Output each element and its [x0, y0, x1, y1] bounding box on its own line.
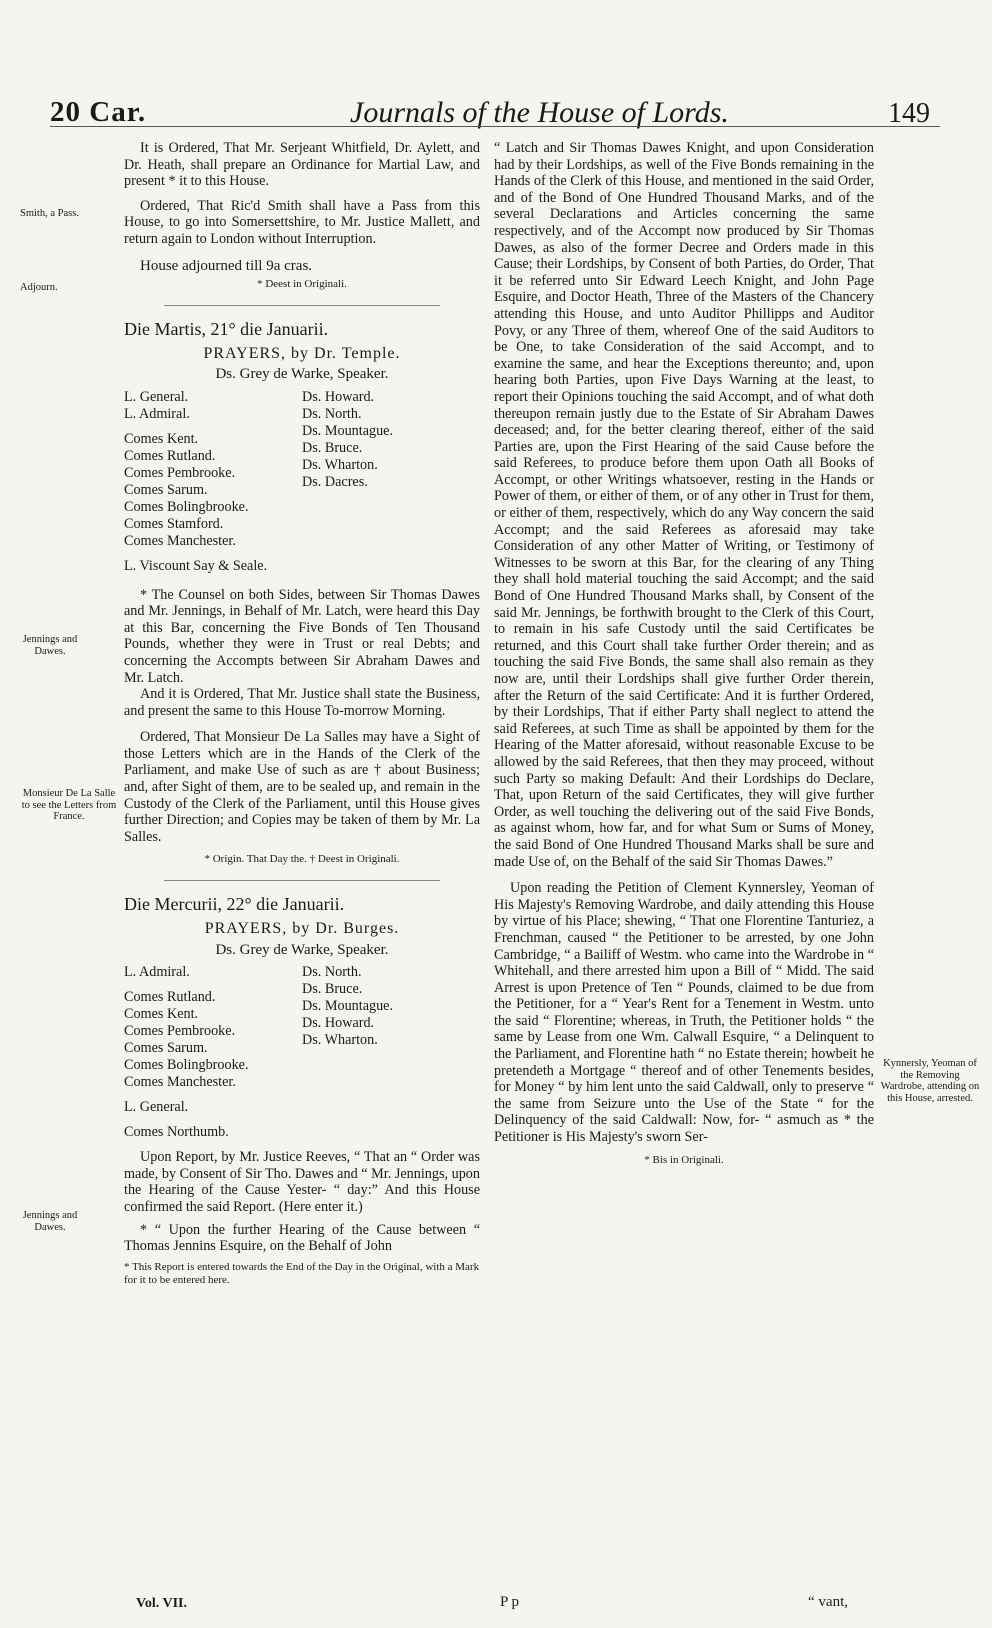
adjournment: House adjourned till 9a cras. — [140, 257, 313, 274]
margin-note-jennings-1: Jennings and Dawes. — [22, 634, 78, 657]
footnote-report: * This Report is entered towards the End of the Day in the Original, with a Mark for it to be entered here. — [124, 1260, 480, 1286]
attendee-name: L. General. — [124, 1099, 189, 1116]
regnal-year: 20 Car. — [50, 96, 147, 128]
report-reeves: Upon Report, by Mr. Justice Reeves, “ That an “ Order was made, by Consent of Sir Tho. Dawes and “ Mr. Jennings, upon the Hearing of the Cause Yester- “ day:” And this House confirmed the said Report. (Here enter it.) — [124, 1149, 480, 1215]
attendee-name: Comes Pembrooke. — [124, 1023, 236, 1040]
margin-note-adjourn: Adjourn. — [20, 282, 58, 293]
signature-mark: P p — [500, 1594, 520, 1610]
attendee-name: Ds. Howard. — [302, 1015, 375, 1032]
margin-note-la-salle: Monsieur De La Salle to see the Letters from France. — [21, 788, 117, 822]
attendee-name: Ds. Dacres. — [302, 473, 368, 490]
page-header — [0, 96, 992, 136]
attendee-name: Ds. Howard. — [302, 388, 375, 405]
kynnersley-petition: Upon reading the Petition of Clement Kynnersley, Yeoman of His Majesty's Removing Wardrobe, and daily attending this House by virtue of his Place; shewing, “ That one Florentine Tanturiez, a Frenchman, caused “ the Petitioner to be arrested, by one John Cambridge, “ a Bailiff of Westm. who came into the Wardrobe in “ Whitehall, and there arrested him upon a Bill of “ Midd. The said Arrest is upon Pretence of Ten “ Pounds, claimed to be due from the Petitioner, for a “ Year's Rent for a Tenement in Westm. unto the said “ Florentine; whereas, in Truth, the Petitioner holds “ the same by Lease from one Wm. Calwall Esquire, “ a Delinquent to the Parliament, and Florentine hath “ no Estate therein; howbeit he pretendeth a Mortgage “ thereof and of other Tenements besides, for Money “ by him lent unto the said Caldwall, only to preserve “ the same from Seizure unto the Use of the State “ for the Delinquency of the said Caldwall: Now, for- “ asmuch as * the Petitioner is His Majesty's sworn Ser- — [494, 880, 874, 1146]
volume-footer: Vol. VII. — [136, 1596, 187, 1611]
attendance-22 — [124, 964, 480, 1141]
order-justice-state: And it is Ordered, That Mr. Justice shall state the Business, and present the same to this House To-morrow Morning. — [124, 686, 480, 719]
header-rule — [50, 126, 940, 127]
page-number: 149 — [888, 98, 930, 129]
reference-order: “ Latch and Sir Thomas Dawes Knight, and upon Consideration had by their Lordships, as well of the Five Bonds remaining in the Hands of the Clerk of this House, and mentioned in the said Order, and of the Bond of One Hundred Thousand Marks, and of the several Declarations and Articles concerning the same respectively, and of the Accompt now produced by Sir Thomas Dawes, as also of the former Decree and Orders made in this Cause; their Lordships, by Consent of both Parties, do Order, That it be referred unto Sir Edward Leech Knight, and John Page Esquire, and Doctor Heath, Three of the Masters of the Chancery attending this House, and unto Auditor Phillipps and Auditor Povy, or any Three of them, whereof One of the said Auditors to be One, to take Consideration of the said Accompt, and to examine the same, and hear the Exceptions thereunto; and, upon hearing both Parties, upon Five Days Warning at the least, to report their Opinions touching the said Accompt, and of what doth thereupon remain justly due to the Estate of Sir Abraham Dawes deceased; and, for the better clearing thereof, either of the said Parties are, upon the First Hearing of the said Cause before the said Referees, to produce before them upon Oath all Books of Accompt, or other Writings whatsoever, resting in the Hands or Power of them, or either of them, or of any other in Trust for them, or either of them, respectively, which do any Way concern the said Accompt; and the said Referees as aforesaid may take Consideration of any other Matter of Writing, or Testimony of Witnesses to be sworn at this Bar, for the clearing of any Thing they shall hold material touching the said Accompt; and the said Bond of One Hundred Thousand Marks shall, by Consent of the said Mr. Jennings, be forthwith brought to the Clerk of this Court, to remain in his safe Custody until the said Certificates be returned, and this Court shall take further Order therein; and as touching the said Five Bonds, the same shall also remain as they now are, until their Lordships shall give further Order therein, after the Return of the said Certificate: And it is further Ordered, by their Lordships, That if either Party shall neglect to attend the said Referees, at such Time as shall be appointed by them for the Hearing of the Matter aforesaid, without reasonable Excuse to be allowed by the said Referees, that then they may proceed, without such Party so making Default: And their Lordships do Declare, That, upon Return of the said Certificates, they will give further Order, as well touching the delivering out of the said Five Bonds, as against whom, how far, and for what Sum or Sums of Money, the said Bond of One Hundred Thousand Marks shall be sure and made Use of, on the Behalf of the said Sir Thomas Dawes.” — [494, 140, 874, 870]
attendee-name: Comes Stamford. — [124, 515, 224, 532]
order-martial-law: It is Ordered, That Mr. Serjeant Whitfield, Dr. Aylett, and Dr. Heath, shall prepare an Ordinance for Martial Law, and present * it to this House. — [124, 140, 480, 190]
order-la-salles: Ordered, That Monsieur De La Salles may have a Sight of those Letters which are in the Hands of the Clerk of the Parliament, and make Use of such as are † about Business; and, after Sight of them, are to be sealed up, and remain in the Custody of the Clerk of the Parliament, until this House gives further Direction; and Copies may be taken of them by Mr. La Salles. — [124, 729, 480, 845]
attendee-name: Comes Sarum. — [124, 1040, 208, 1057]
attendee-name: Ds. Bruce. — [302, 981, 363, 998]
counsel-hearing: * The Counsel on both Sides, between Sir Thomas Dawes and Mr. Jennings, in Behalf of Mr. Latch, were heard this Day at this Bar, concerning the Five Bonds of Ten Thousand Pounds, whether they were in Trust or real Debts; and concerning the Accompts between Sir Abraham Dawes and Mr. Latch. — [124, 586, 480, 686]
journal-title: Journals of the House of Lords. — [350, 96, 729, 129]
attendee-name: Comes Manchester. — [124, 532, 236, 549]
attendee-name — [124, 981, 302, 989]
speaker-21: Ds. Grey de Warke, Speaker. — [215, 366, 389, 383]
speaker-22: Ds. Grey de Warke, Speaker. — [215, 941, 389, 958]
attendee-name: Comes Rutland. — [124, 447, 216, 464]
order-smith-pass: Ordered, That Ric'd Smith shall have a Pass from this House, to go into Somersettshire, to Mr. Justice Mallett, and return again to London without Interruption. — [124, 197, 480, 247]
attendee-name: Comes Rutland. — [124, 989, 216, 1006]
attendee-name: Ds. Bruce. — [302, 439, 363, 456]
attendee-name: Ds. Mountague. — [302, 998, 394, 1015]
prayers-22: PRAYERS, by Dr. Burges. — [204, 920, 400, 938]
margin-note-kynnersly: Kynnersly, Yeoman of the Removing Wardrobe, attending on this House, arrested. — [880, 1058, 980, 1104]
attendee-name: Comes Sarum. — [124, 481, 208, 498]
prayers-21: PRAYERS, by Dr. Temple. — [203, 344, 401, 362]
attendee-name: Ds. North. — [302, 405, 362, 422]
attendance-21 — [124, 389, 480, 550]
attendee-name: Comes Manchester. — [124, 1074, 236, 1091]
further-hearing: * “ Upon the further Hearing of the Cause between “ Thomas Jennins Esquire, on the Behalf of John — [124, 1221, 480, 1255]
day-heading-21: Die Martis, 21° die Januarii. — [124, 318, 329, 339]
attendee-name — [124, 1116, 302, 1124]
margin-note-smith: Smith, a Pass. — [20, 208, 79, 219]
attendee-name: Ds. Mountague. — [302, 422, 394, 439]
attendee-name: Ds. Wharton. — [302, 1032, 378, 1049]
attendance-21-right — [302, 389, 480, 550]
attendee-name — [124, 1091, 302, 1099]
footnote-deest: * Deest in Originali. — [257, 278, 347, 291]
attendee-name: Comes Pembrooke. — [124, 464, 236, 481]
attendee-name: Comes Northumb. — [124, 1124, 229, 1141]
day-heading-22: Die Mercurii, 22° die Januarii. — [124, 894, 345, 915]
attendee-name: L. General. — [124, 388, 189, 405]
attendee-name: Ds. Wharton. — [302, 456, 378, 473]
separator — [164, 305, 440, 306]
margin-note-jennings-2: Jennings and Dawes. — [22, 1210, 78, 1233]
attendee-name: L. Admiral. — [124, 964, 190, 981]
separator — [164, 880, 440, 881]
right-column — [494, 140, 874, 1180]
attendance-22-right — [302, 964, 480, 1141]
attendee-name — [124, 423, 302, 431]
attendee-name: Comes Kent. — [124, 1006, 199, 1023]
viscount-say: L. Viscount Say & Seale. — [124, 557, 268, 574]
attendee-name: Comes Bolingbrooke. — [124, 1057, 249, 1074]
footnote-origin: * Origin. That Day the. † Deest in Originali. — [204, 853, 400, 866]
attendee-name: Comes Bolingbrooke. — [124, 498, 249, 515]
attendee-name: Comes Kent. — [124, 430, 199, 447]
footnote-bis: * Bis in Originali. — [644, 1153, 724, 1166]
attendee-name: Ds. North. — [302, 964, 362, 981]
catchword: “ vant, — [808, 1594, 848, 1610]
attendance-21-left — [124, 389, 302, 550]
left-column — [124, 140, 480, 1287]
attendance-22-left — [124, 964, 302, 1141]
attendee-name: L. Admiral. — [124, 405, 190, 422]
